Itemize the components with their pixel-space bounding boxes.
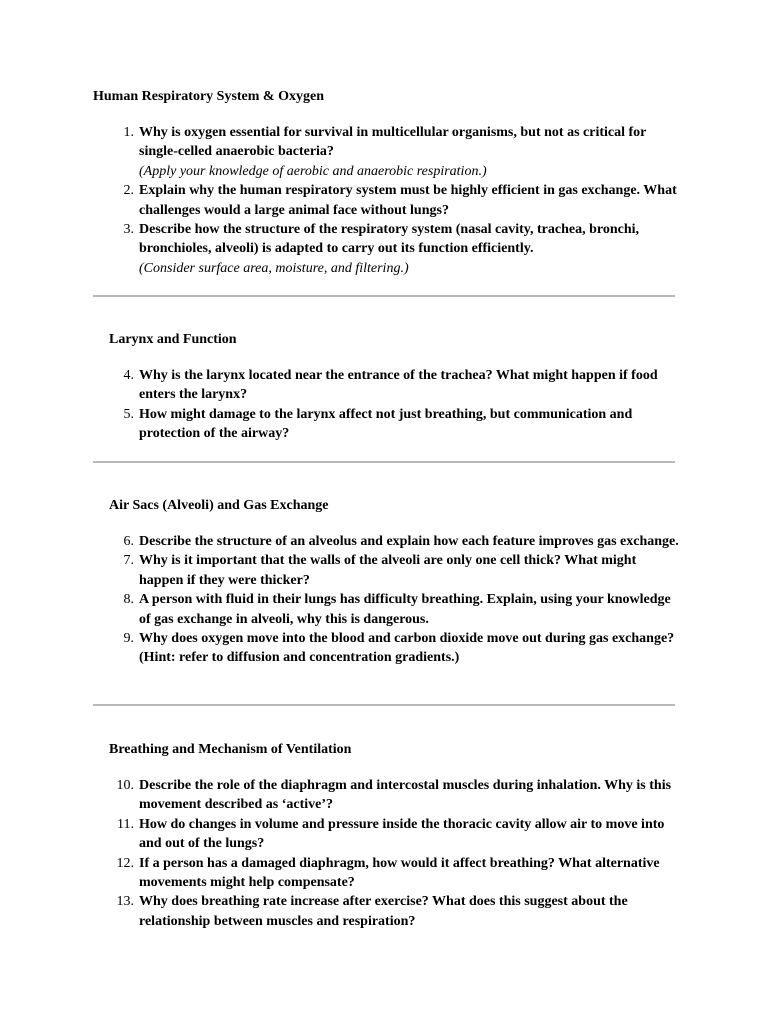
question-text: Why is the larynx located near the entrance of the trachea? What might happen if food enters the larynx? <box>139 368 658 403</box>
question-2 <box>0 181 679 220</box>
question-text: Why does oxygen move into the blood and carbon dioxide move out during gas exchange? (Hint: refer to diffusion and concentration gradients.) <box>139 631 675 666</box>
question-6 <box>0 532 679 551</box>
question-hint: (Consider surface area, moisture, and filtering.) <box>139 260 409 276</box>
question-text: A person with fluid in their lungs has difficulty breathing. Explain, using your knowledge of gas exchange in alveoli, why this is dangerous. <box>139 592 671 627</box>
question-number: 4. <box>123 368 134 383</box>
question-list-alveoli <box>0 532 679 668</box>
question-9 <box>0 629 679 668</box>
question-number: 12. <box>116 855 134 871</box>
question-5 <box>0 405 679 444</box>
question-text: Why is oxygen essential for survival in multicellular organisms, but not as critical for single-celled anaerobic bacteria? <box>139 125 647 160</box>
question-4 <box>0 366 679 405</box>
question-number: 10. <box>116 778 134 793</box>
question-13 <box>0 892 679 931</box>
question-hint: (Apply your knowledge of aerobic and anaerobic respiration.) <box>139 163 487 179</box>
question-text: How might damage to the larynx affect not just breathing, but communication and protection of the airway? <box>139 406 633 442</box>
section-title-larynx: Larynx and Function <box>109 332 237 347</box>
question-number: 11. <box>117 816 134 832</box>
question-3 <box>0 220 679 278</box>
question-text: How do changes in volume and pressure inside the thoracic cavity allow air to move into and out of the lungs? <box>139 816 665 852</box>
question-number: 7. <box>123 553 134 569</box>
question-12 <box>0 854 679 893</box>
question-10 <box>0 776 679 815</box>
question-number: 9. <box>123 631 134 647</box>
question-number: 13. <box>116 894 134 910</box>
question-number: 6. <box>123 534 134 549</box>
question-list-respiratory-system <box>0 123 679 278</box>
question-text: Describe the role of the diaphragm and intercostal muscles during inhalation. Why is this movement described as ‘active’? <box>139 778 672 813</box>
section-divider <box>93 704 675 706</box>
section-divider <box>93 295 675 297</box>
question-number: 3. <box>123 222 134 238</box>
question-number: 1. <box>123 125 134 140</box>
question-list-larynx <box>0 366 679 444</box>
question-text: If a person has a damaged diaphragm, how would it affect breathing? What alternative movements might help compensate? <box>139 855 660 891</box>
question-number: 5. <box>123 406 134 422</box>
question-number: 8. <box>123 592 134 608</box>
question-number: 2. <box>123 183 134 199</box>
question-1 <box>0 123 679 181</box>
question-text: Why is it important that the walls of the alveoli are only one cell thick? What might happen if they were thicker? <box>139 553 637 588</box>
section-title-alveoli: Air Sacs (Alveoli) and Gas Exchange <box>109 498 329 513</box>
section-title-ventilation: Breathing and Mechanism of Ventilation <box>109 742 352 757</box>
question-7 <box>0 551 679 590</box>
question-11 <box>0 815 679 854</box>
question-text: Explain why the human respiratory system must be highly efficient in gas exchange. What challenges would a large animal face without lungs? <box>139 183 677 218</box>
question-8 <box>0 590 679 629</box>
section-title-respiratory-system: Human Respiratory System & Oxygen <box>93 89 324 104</box>
section-divider <box>93 461 675 463</box>
question-text: Describe the structure of an alveolus and explain how each feature improves gas exchange. <box>139 534 679 549</box>
question-text: Describe how the structure of the respiratory system (nasal cavity, trachea, bronchi, bronchioles, alveoli) is adapted to carry out its function efficiently. <box>139 222 640 257</box>
question-list-ventilation <box>0 776 679 931</box>
question-text: Why does breathing rate increase after exercise? What does this suggest about the relationship between muscles and respiration? <box>139 894 628 929</box>
